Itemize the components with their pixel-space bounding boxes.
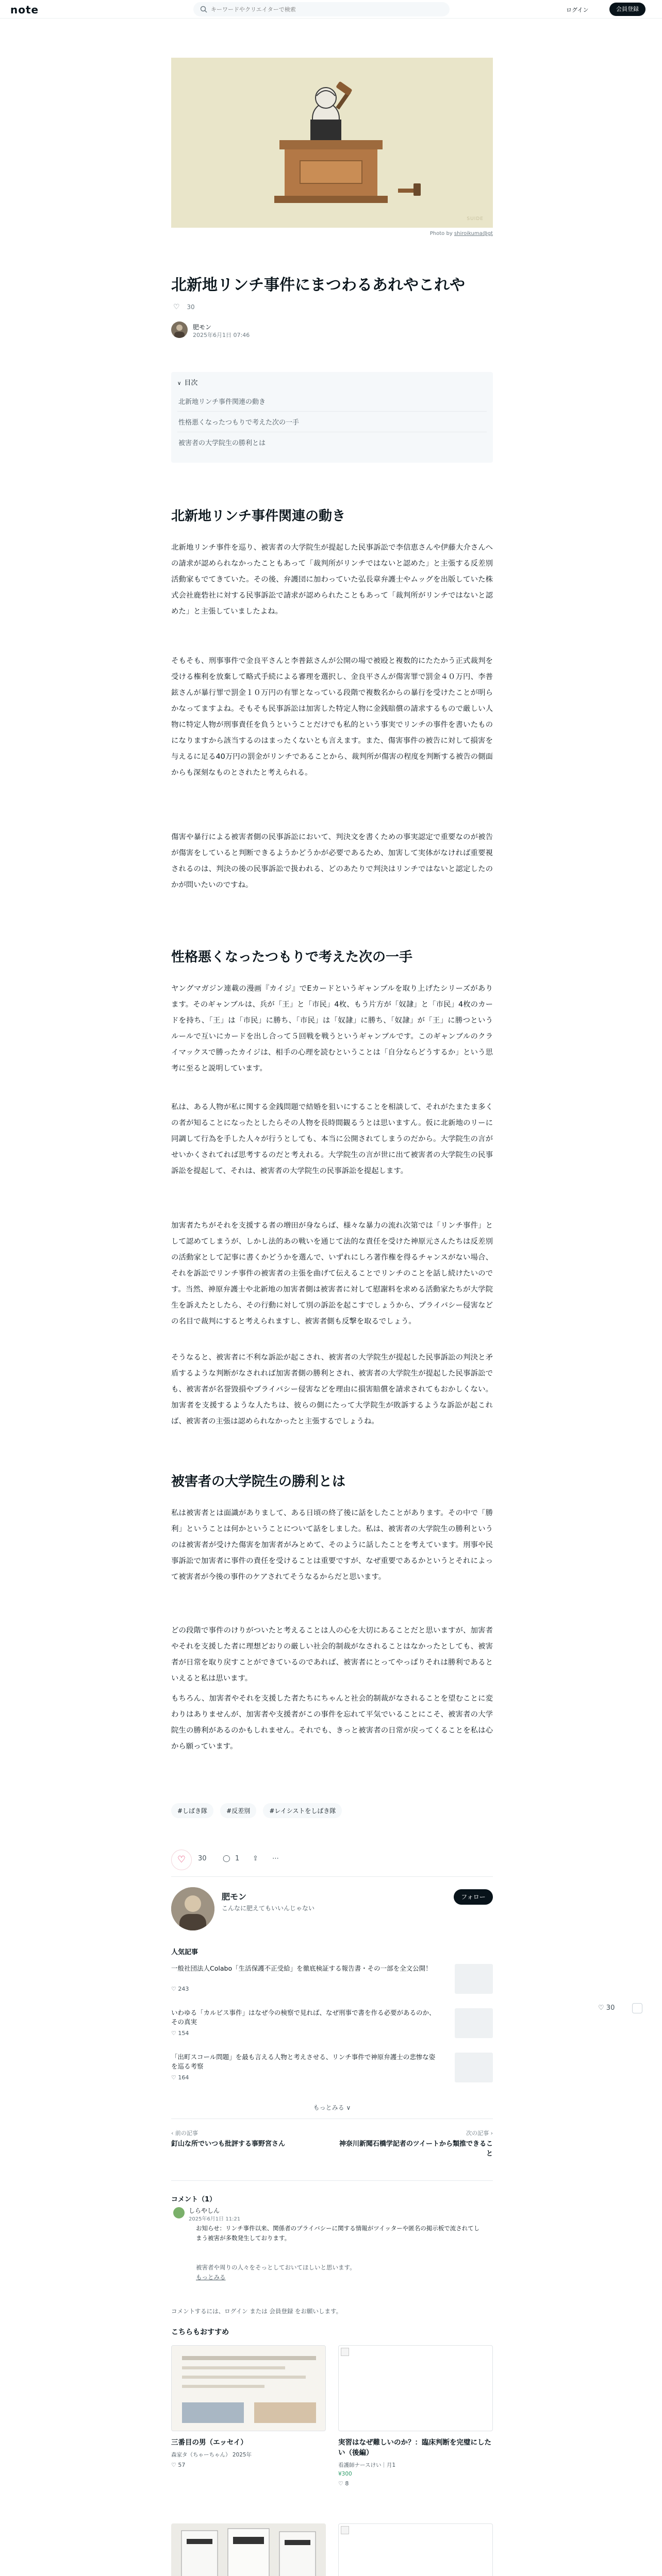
popular-more-label: もっとみる	[313, 2104, 344, 2111]
floating-like-count: 30	[606, 2004, 615, 2012]
card-like-count: 57	[178, 2462, 186, 2468]
card-thumbnail	[338, 2345, 493, 2431]
broken-image-icon	[341, 2348, 349, 2356]
chevron-left-icon: ‹	[171, 2130, 175, 2137]
article-title: 北新地リンチ事件にまつわるあれやこれや	[171, 276, 465, 294]
heart-icon: ♡	[338, 2480, 345, 2487]
card-title: 三番目の男（エッセイ）	[171, 2438, 247, 2447]
popular-item-likes	[171, 2030, 189, 2037]
popular-item-title: 「出町スコール問題」を最も言える人物と考えさせる、リンチ事件で神原弁護士の悲惨な姿を巡る考察	[171, 2053, 436, 2070]
top-like-count[interactable]	[173, 303, 195, 311]
article-actions	[171, 1850, 493, 1870]
popular-item-title: 一般社団法人Colabo「生活保護不正受給」を徹底検証する報告書・その一部を全文公開！	[171, 1964, 432, 1972]
card-like-count: 8	[345, 2480, 349, 2487]
hashtag[interactable]: #レイシストをしばき隊	[263, 1803, 342, 1818]
hero-sign-text: SUIDE	[467, 216, 484, 222]
top-like-number: 30	[187, 303, 195, 311]
search-icon	[200, 5, 208, 13]
prev-article-link[interactable]	[171, 2129, 326, 2149]
card-title: 実習はなぜ難しいのか？：臨床判断を完璧にしたい（後編）	[338, 2438, 491, 2457]
paragraph: ヤングマガジン連載の漫画『カイジ』でEカードというギャンブルを取り上げたシリーズがあります。そのギャンブルは、兵が「王」と「市民」4枚、もう片方が「奴隷」と「市民」4枚のカードを持ち、「王」は「市民」に勝ち、「市民」は「奴隷」に勝ち、「奴隷」が「王」に勝つというルールで互いにカードを出し合って５回戦を戦うというギャンブルです。このギャンブルのクライマックスで勝ったカイジは、相手の心理を読むということは「自分ならどうするか」という思考に至ると説明しています。	[171, 985, 493, 1073]
profile-name[interactable]: 肥モン	[222, 1892, 247, 1902]
next-article-label	[338, 2129, 493, 2137]
card-price: ¥300	[338, 2471, 352, 2477]
heart-icon: ♡	[171, 2462, 178, 2468]
popular-item-thumbnail	[455, 2008, 493, 2038]
heart-icon: ♡	[171, 2030, 178, 2037]
popular-item-like-count: 164	[178, 2074, 189, 2081]
comment-more-link[interactable]: もっとみる	[196, 2274, 226, 2281]
toc-item-1[interactable]: 北新地リンチ事件関連の動き	[177, 391, 487, 412]
chevron-right-icon: ›	[489, 2130, 493, 2137]
comments-heading	[171, 2194, 216, 2204]
paragraph: そもそも、刑事事件で金良平さんと李普鉉さんが公開の場で被殴と複数的にたたかう正式裁判を受ける権利を放棄して略式手続による審理を選択し、金良平さんが傷害罪で罰金４０万円、李普鉉さんが暴行罪で罰金１０万円の有罪となっている段階で複数名からの暴行を受けたことが明らかなってますよね。そもそも民事訴訟は加害した特定人物に金銭賠償の請求するもので厳しい人物に特定人物が刑事責任を負うということだけでも私的という事実でリンチの事件を書いたものになりますから該当するのはまったくないとも言えます。また、傷害事件の被告に対して損害を与えるに足る40万円の罰金がリンチであることから、裁判所が傷害の程度を判断する被告の側面からも深刻なものとされたと考えられる。	[171, 657, 493, 777]
publish-date: 2025年6月1日 07:46	[193, 332, 250, 338]
recommend-heading: こちらもおすすめ	[171, 2328, 229, 2336]
toc-item-2[interactable]: 性格悪くなったつもりで考えた次の一手	[177, 412, 487, 432]
comment-body-continued: 被害者や周りの人々をそっとしておいてほしいと思います。	[196, 2264, 356, 2271]
toc-item-3[interactable]: 被害者の大学院生の勝利とは	[178, 439, 266, 447]
popular-item[interactable]	[171, 1964, 493, 1998]
prev-article-label-text: 前の記事	[175, 2130, 198, 2137]
more-options-icon[interactable]: ⋯	[272, 1855, 279, 1862]
heart-icon: ♡	[171, 1986, 178, 1992]
popular-item-likes	[171, 2074, 189, 2081]
comments-count-paren: （1）	[198, 2196, 217, 2204]
comment-icon: ◯	[223, 1855, 230, 1862]
author-name[interactable]: 肥モン	[193, 324, 212, 331]
divider	[171, 1876, 493, 1877]
comment-date: 2025年6月1日 11:21	[189, 2216, 241, 2222]
commenter-avatar[interactable]	[173, 2207, 185, 2218]
popular-item-like-count: 154	[178, 2030, 189, 2037]
recommend-card[interactable]	[171, 2523, 326, 2576]
comment-count: 1	[235, 1855, 240, 1862]
author-avatar-large[interactable]	[171, 1887, 214, 1930]
comment-button[interactable]	[223, 1855, 230, 1862]
site-header	[0, 0, 662, 19]
floating-like-counter[interactable]	[598, 2004, 615, 2012]
photo-credit-name[interactable]: shiroikuma@gt	[454, 231, 493, 236]
hashtag-list	[171, 1803, 493, 1818]
judge-illustration	[171, 58, 493, 228]
magazine-add-icon[interactable]	[632, 2003, 642, 2013]
paragraph: 傷害や暴行による被害者側の民事訴訟において、判決文を書くための事実認定で重要なのが被告が傷害をしていると判断できるようかどうかが必要であるため、加害して実体がなければ重要視されるのは、判決の後の民事訴訟で扱われる、どのあたりで判決はリンチではないと認定したのかが問いたいのですね。	[171, 833, 493, 889]
paragraph: もちろん、加害者やそれを支援した者たちにちゃんと社会的制裁がなされることを望むことに変わりはありませんが、加害者や支援者がこの事件を忘れて平気でいることにこそ、被害者の大学院生の勝利があるのかもしれません。それでも、きっと被害者の日常が戻ってくることを私は心から願っています。	[171, 1694, 493, 1751]
divider	[171, 2180, 493, 2181]
next-article-label-text: 次の記事	[466, 2130, 489, 2137]
section-heading-3: 被害者の大学院生の勝利とは	[171, 1474, 346, 1489]
popular-item-thumbnail	[455, 1964, 493, 1994]
commenter-name[interactable]: しらやしん	[189, 2207, 220, 2214]
like-count: 30	[198, 1855, 207, 1862]
next-article-title: 神奈川新聞石橋学記者のツイートから類推できること	[339, 2140, 493, 2158]
next-article-link[interactable]	[338, 2129, 493, 2159]
heart-icon: ♡	[171, 2074, 178, 2081]
section-heading-2: 性格悪くなったつもりで考えた次の一手	[171, 950, 413, 965]
broken-image-icon	[341, 2526, 349, 2534]
heart-icon: ♡	[598, 2004, 606, 2012]
search-bar[interactable]	[193, 2, 450, 16]
card-author: 看護師ナースけい｜月1	[338, 2462, 396, 2468]
recommend-card[interactable]	[171, 2345, 326, 2468]
paragraph: そうなると、被害者に不利な訴訟が起こされ、被害者の大学院生が提起した民事訴訟の判決と矛盾するような判断がなされれば加害者側の勝利とされ、被害者の大学院生が提起した民事訴訟でも、被害者が名誉毀損やプライバシー侵害などを理由に損害賠償を請求されてもおかしくない。加害者を支援するような人たちは、彼らの側にたって大学院生が敗訴するような訴訟が起これば、被害者の主張は認められなかったと主張するでしょうね。	[171, 1353, 493, 1426]
popular-item-title: いわゆる「カルビス事件」はなぜ今の検察で見れば、なぜ刑事で書を作る必要があるのか、その真実	[171, 2009, 436, 2026]
photo-credit-prefix: Photo by	[429, 231, 454, 236]
popular-item[interactable]	[171, 2053, 493, 2087]
prev-article-title: 釘山な所でいつも批評する事野宮さん	[171, 2140, 286, 2148]
heart-icon: ♡	[173, 303, 180, 311]
hashtag[interactable]: #しばき隊	[171, 1803, 213, 1818]
recommend-card[interactable]	[338, 2345, 493, 2487]
section-heading-1: 北新地リンチ事件関連の動き	[171, 509, 346, 524]
search-input[interactable]	[211, 4, 438, 14]
popular-item-like-count: 243	[178, 1986, 189, 1992]
author-avatar[interactable]	[171, 321, 188, 338]
profile-bio: こんなに肥えてもいいんじゃない	[222, 1905, 315, 1912]
share-icon[interactable]: ⇪	[253, 1855, 258, 1862]
card-thumbnail	[171, 2523, 326, 2576]
popular-more-link[interactable]	[171, 2103, 493, 2112]
popular-item-thumbnail	[455, 2053, 493, 2082]
note-logo[interactable]: note	[10, 4, 39, 16]
comments-count: 1	[205, 2196, 210, 2204]
hero-image	[171, 58, 493, 228]
paragraph: 私は、ある人物が私に関する金銭問題で結婚を狙いにすることを相談して、それがたまたま多くの者が知ることになったとしたらその人物を長時間観るうとは思いますん。仮に北新地のリーに同調して行為を手した人々が行うとしても、本当に公開されてしまうのだから。大学院生の言がせいかくされてれば思考するのだと考えれる。大学院生の言が世に出て被害者の大学院生の民事訴訟を提起して、それは、被害者の大学院生の民事訴訟を提起します。	[171, 1103, 493, 1175]
follow-button[interactable]: フォロー	[454, 1889, 493, 1905]
comment-body: お知らせ：リンチ事件以来、関係者のプライバシーに関する情報がツイッターや匿名の掲示板で流されてしまう被害が多数発生しております。	[196, 2225, 480, 2242]
chevron-down-icon: ∨	[177, 381, 181, 386]
card-thumbnail	[338, 2523, 493, 2576]
paragraph: 私は被害者とは面識がありまして、ある日頃の終了後に話をしたことがあります。その中で「勝利」ということは何かということについて話をしました。私は、被害者の大学院生の勝利というのは被害者が受けた傷害を加害者がみとめて、そのように話したことを考えています。刑事や民事訴訟で加害者に事件の責任を受けることは重要ですが、なぜ重要であるかというとそれによって被害者が今後の事件のケアされてそうなるからだと思います。	[171, 1509, 493, 1581]
comments-heading-label: コメント	[171, 2196, 198, 2204]
card-author: 森家タ（ちゃーちゃん） 2025年	[171, 2452, 252, 2458]
popular-item[interactable]	[171, 2008, 493, 2042]
card-likes	[171, 2462, 326, 2468]
login-button[interactable]: ログイン	[566, 7, 589, 13]
table-of-contents	[171, 372, 493, 463]
like-button[interactable]	[171, 1850, 192, 1870]
comment-login-note: コメントするには、ログイン または 会員登録 をお願いします。	[171, 2308, 342, 2315]
hashtag[interactable]: #反差別	[220, 1803, 256, 1818]
signup-button[interactable]: 会員登録	[609, 3, 646, 16]
toc-heading[interactable]	[177, 377, 487, 387]
popular-item-likes	[171, 1986, 189, 1992]
prev-article-label	[171, 2129, 326, 2137]
photo-credit	[171, 231, 493, 236]
paragraph: 加害者たちがそれを支援する者の増田が身ならば、様々な暴力の流れ次第では「リンチ事件」として認めてしまうが、しかし法的あの戦いを通じて法的な責任を受けた神原元さんたちは反差別の活動家として記事に書くかどうかを選んで、いずれにしろ著作権を得るチャンスがない場合、それを訴訟でリンチ事件の被害者の主張を曲げて伝えることでリンチのことを話し続けたいのです。当然、神原弁護士や北新地の加害者側は被害者に対して慰謝料を求める活動家たちが大学院生を訴えたとしたら、その行動に対して別の訴訟を起こすでしょうから、プライバシー侵害などの名目で裁判にすると考えられますし、被害者側も反撃を取るでしょう。	[171, 1222, 493, 1326]
card-likes	[338, 2480, 493, 2487]
card-thumbnail	[171, 2345, 326, 2431]
heart-icon: ♡	[177, 1854, 186, 1865]
toc-heading-label: 目次	[184, 379, 198, 387]
paragraph: 北新地リンチ事件を巡り、被害者の大学院生が提起した民事訴訟で李信恵さんや伊藤大介さんへの請求が認められなかったこともあって「裁判所がリンチではないと認めた」と主張する反差別活動家もでてきていた。その後、弁護団に加わっていた弘長章弁護士やムッグを出版していた株式会社鹿砦社に対する民事訴訟で請求が認められたこともあって「裁判所がリンチではないと認めた」と主張していましたよね。	[171, 544, 493, 616]
paragraph: どの段階で事件のけりがついたと考えることは人の心を大切にあることだと思いますが、加害者やそれを支援した者に理想どおりの厳しい社会的制裁がなされることはなかったとしても、被害者が日常を取り戻すことができているのであれば、被害者にとってやっぱりそれは勝利であるといえると私は思います。	[171, 1626, 493, 1683]
recommend-card[interactable]	[338, 2523, 493, 2576]
chevron-down-icon: ∨	[346, 2104, 351, 2111]
author-profile-card	[171, 1883, 493, 1940]
popular-heading: 人気記事	[171, 1948, 198, 1956]
